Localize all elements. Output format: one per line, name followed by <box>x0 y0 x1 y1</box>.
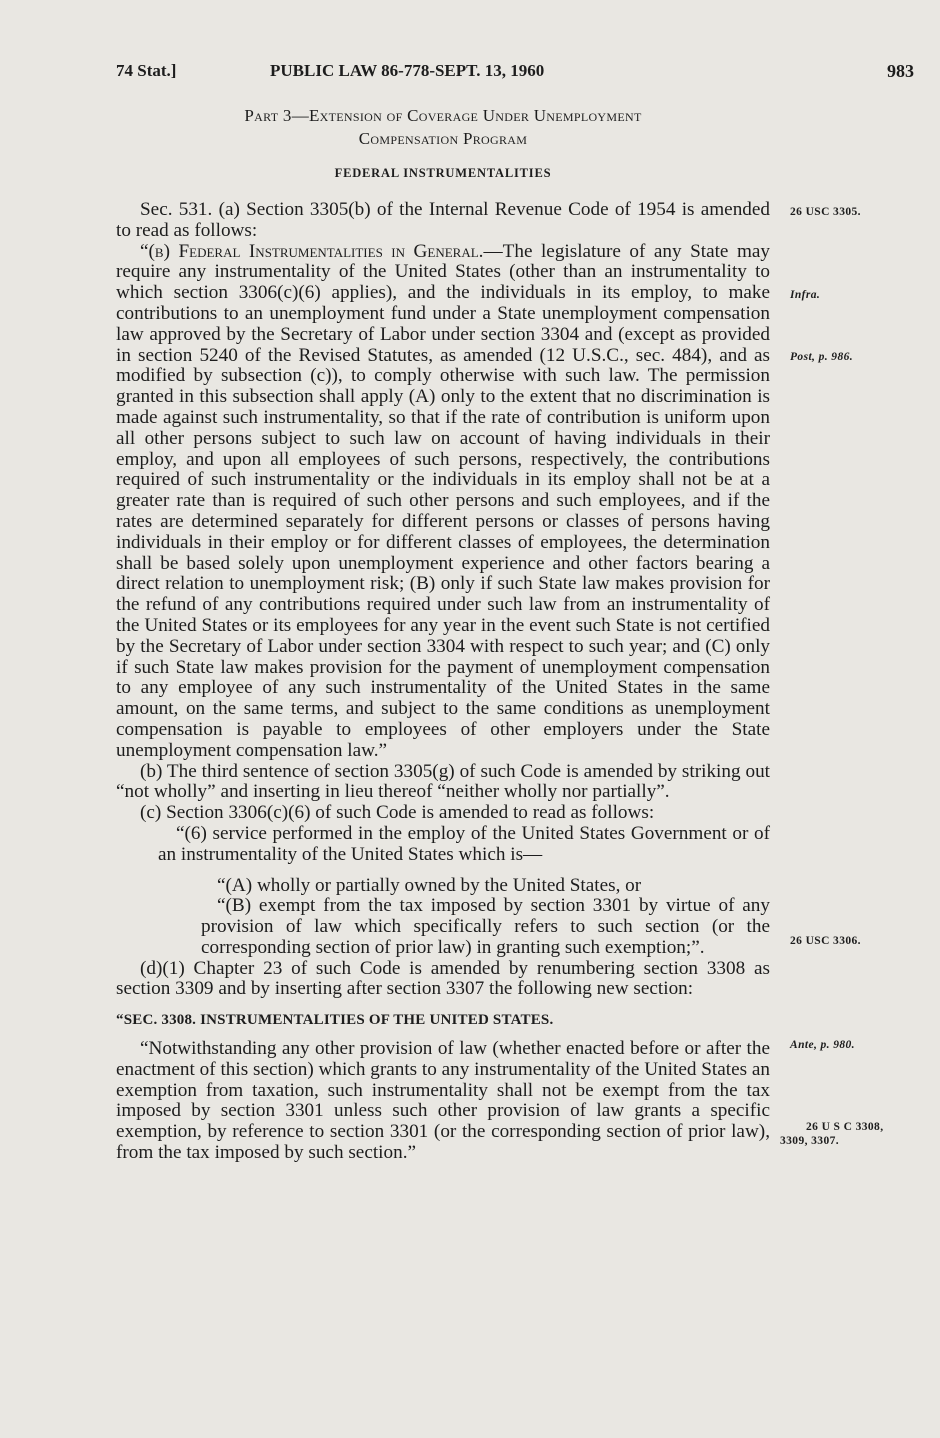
margin-note-3308-line-1: 26 U S C 3308, <box>806 1121 884 1133</box>
paragraph-c-A: “(A) wholly or partially owned by the United States, or <box>217 874 642 896</box>
paragraph-sec-3308: “Notwithstanding any other provision of law (whether enacted before or after the enactment of this section) which grants to any instrumentality of the United States an exemption from taxation, such instrumentality shall not be exempt from the tax imposed by section 3301 unless such other provision of law grants a specific exemption, by reference to section 3301 (or the corresponding section of prior law), from the tax imposed by such section.” <box>116 1038 770 1164</box>
part-title <box>116 104 770 150</box>
subsection-b-text: —The legislature of any State may require any instrumentality of the United States (other than an instrumentality to which section 3306(c)(6) applies), and the individuals in its employ, to make contributions to an unemployment fund under a State unemployment compensation law approved by the Secretary of Labor under section 3304 and (except as provided in section 5240 of the Revised Statutes, as amended (12 U.S.C., sec. 484), and as modified by subsection (c)), to comply otherwise with such law. The permission granted in this subsection shall apply (A) only to the extent that no discrimination is made against such instrumentality, so that if the rate of contribution is uniform upon all other persons subject to such law on account of having individuals in their employ, and upon all employees of such persons, respectively, the contributions required of such instrumentality or the individuals in its employ shall not be at a greater rate than is required of such other persons and such employees, and if the rates are determined separately for different persons or classes of persons having individuals in their employ or for different classes of employees, the determination shall be based solely upon unemployment experience and other factors bearing a direct relation to unemployment risk; (B) only if such State law makes provision for the refund of any contributions required under such law from an instrumentality of the United States or its employees for any year in the event such State is not certified by the Secretary of Labor under section 3304 with respect to such year; and (C) only if such State law makes provision for the payment of unemployment compensation to any employee of any such instrumentality of the United States in the same amount, on the same terms, and subject to the same conditions as unemployment compensation is payable to employees of other employers under the State unemployment compensation law.” <box>116 240 770 761</box>
part-title-line-2: Compensation Program <box>358 129 528 148</box>
paragraph-c-B: “(B) exempt from the tax imposed by section 3301 by virtue of any provision of law which specifically refers to such section (or the corresponding section of prior law) in granting such exemption;”. <box>201 895 770 958</box>
paragraph-subsection-b <box>116 242 770 762</box>
paragraph-c-6: “(6) service performed in the employ of the United States Government or of an instrumentality of the United States which is— <box>158 822 770 865</box>
page-number: 983 <box>887 61 914 81</box>
part-title-line-1: Part 3—Extension of Coverage Under Unemployment <box>244 106 642 125</box>
paragraph-sec-c: (c) Section 3306(c)(6) of such Code is amended to read as follows: <box>140 802 655 824</box>
margin-note-3308-line-2: 3309, 3307. <box>780 1135 840 1147</box>
paragraph-sec-b: (b) The third sentence of section 3305(g) of such Code is amended by striking out “not wholly” and inserting in lieu thereof “neither wholly nor partially”. <box>116 760 770 803</box>
margin-note-26-usc-3306: 26 USC 3306. <box>790 935 861 947</box>
body-text <box>116 200 770 1164</box>
subsection-b-heading: “(b) Federal Instrumentalities in General. <box>140 240 484 262</box>
margin-note-26-usc-3308 <box>780 1120 883 1148</box>
paragraph-sec-d: (d)(1) Chapter 23 of such Code is amended by renumbering section 3308 as section 3309 and by inserting after section 3307 the following new section: <box>116 957 770 1000</box>
margin-note-ante-p-980: Ante, p. 980. <box>790 1039 855 1051</box>
running-header: PUBLIC LAW 86-778-SEPT. 13, 1960 <box>270 61 545 80</box>
margin-note-26-usc-3305: 26 USC 3305. <box>790 206 861 218</box>
volume-reference: 74 Stat.] <box>116 61 177 80</box>
margin-note-infra: Infra. <box>790 289 821 301</box>
margin-note-post-p-986: Post, p. 986. <box>790 351 854 363</box>
section-3308-heading: “SEC. 3308. INSTRUMENTALITIES OF THE UNITED STATES. <box>116 1012 554 1029</box>
section-subheading: FEDERAL INSTRUMENTALITIES <box>334 166 552 180</box>
paragraph-sec-531-a: Sec. 531. (a) Section 3305(b) of the Internal Revenue Code of 1954 is amended to read as follows: <box>116 199 770 241</box>
